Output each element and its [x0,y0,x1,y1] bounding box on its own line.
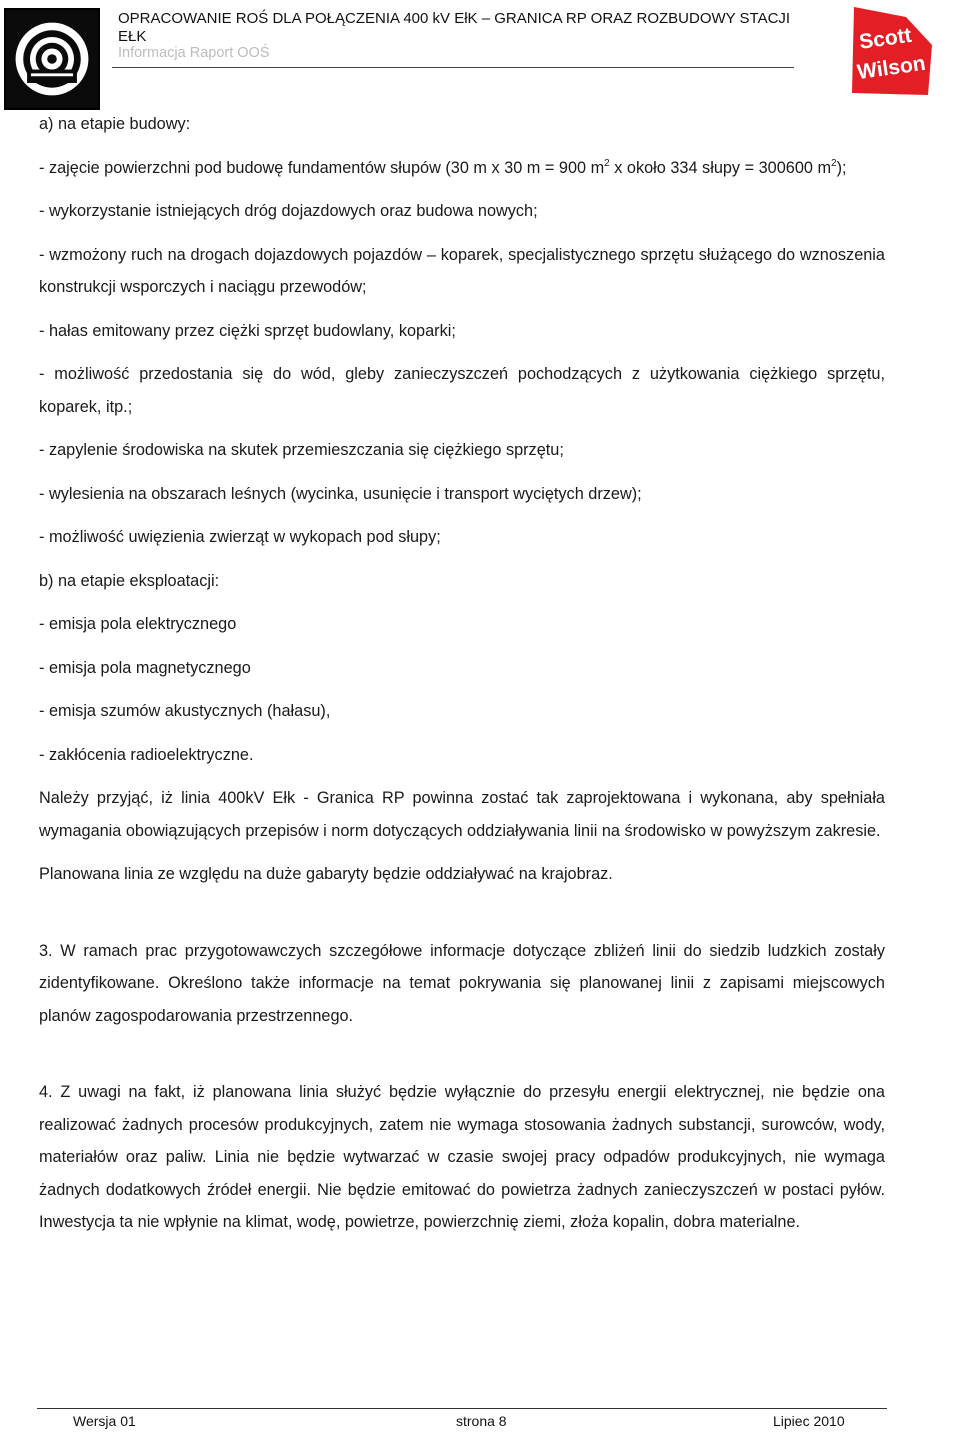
header-title: OPRACOWANIE ROŚ DLA POŁĄCZENIA 400 kV EłK – GRANICA RP ORAZ ROZBUDOWY STACJI EŁK [118,10,791,45]
list-item: - wylesienia na obszarach leśnych (wycinka, usunięcie i transport wyciętych drzew); [39,484,642,503]
list-item: - możliwość uwięzienia zwierząt w wykopach pod słupy; [39,528,441,546]
paragraph: Należy przyjąć, iż linia 400kV Ełk - Granica RP powinna zostać tak zaprojektowana i wykonana, aby spełniała wymagania obowiązujących przepisów i norm dotyczących oddziaływania linii na środowisko w powyższym zakresie. [39,789,885,840]
footer-version: Wersja 01 [73,1413,136,1429]
superscript: 2 [604,157,610,169]
document-body [39,108,885,1239]
list-item: - emisja pola elektrycznego [39,615,237,633]
list-item: - możliwość przedostania się do wód, gleby zanieczyszczeń pochodzących z użytkowania ciężkiego sprzętu, koparek, itp.; [39,365,885,416]
list-item-text: x około 334 słupy = 300600 m [609,158,832,177]
list-item-text: - zajęcie powierzchni pod budowę fundamentów słupów (30 m x 30 m = 900 m [39,158,605,177]
section-a-heading: a) na etapie budowy: [39,115,191,133]
nfos-logo [4,8,100,110]
paragraph-point-3: 3. W ramach prac przygotowawczych szczegółowe informacje dotyczące zbliżeń linii do siedzib ludzkich zostały zidentyfikowane. Określono także informacje na temat pokrywania się planowanej linii z zapisami miejscowych planów zagospodarowania przestrzennego. [39,941,885,1025]
paragraph-point-4: 4. Z uwagi na fakt, iż planowana linia służyć będzie wyłącznie do przesyłu energii elektrycznej, nie będzie ona realizować żadnych procesów produkcyjnych, zatem nie wymaga stosowania żadnych substancji, surowców, wody, materiałów oraz paliw. Linia nie będzie wytwarzać w czasie swojej pracy odpadów produkcyjnych, nie wymaga żadnych dodatkowych źródeł energii. Nie będzie emitować do powietrza żadnych zanieczyszczeń w postaci pyłów. Inwestycja ta nie wpłynie na klimat, wodę, powietrze, powierzchnię ziemi, złoża kopalin, dobra materialne. [39,1083,885,1231]
svg-text:Wilson: Wilson [855,51,927,85]
list-item-text: ); [836,158,847,177]
list-item: - wykorzystanie istniejących dróg dojazdowych oraz budowa nowych; [39,202,538,220]
header-subtitle: Informacja Raport OOŚ [118,45,270,61]
list-item: - wzmożony ruch na drogach dojazdowych pojazdów – koparek, specjalistycznego sprzętu służącego do wznoszenia konstrukcji wsporczych i naciągu przewodów; [39,245,885,296]
list-item: - zakłócenia radioelektryczne. [39,745,254,764]
list-item: - zapylenie środowiska na skutek przemieszczania się ciężkiego sprzętu; [39,441,564,459]
list-item: - emisja szumów akustycznych (hałasu), [39,702,331,720]
list-item: - emisja pola magnetycznego [39,658,251,677]
header-divider [112,67,794,68]
nfos-logo-graphic [6,10,98,108]
superscript: 2 [831,157,837,169]
list-item: - hałas emitowany przez ciężki sprzęt budowlany, koparki; [39,321,456,340]
scott-wilson-logo [848,5,934,97]
paragraph: Planowana linia ze względu na duże gabaryty będzie oddziaływać na krajobraz. [39,865,613,883]
footer-divider [37,1408,887,1409]
section-b-heading: b) na etapie eksploatacji: [39,571,220,590]
scott-wilson-logo-graphic [848,5,934,97]
footer-date: Lipiec 2010 [773,1413,845,1429]
footer-page-number: strona 8 [456,1413,507,1429]
list-item [39,152,885,185]
svg-text:Scott: Scott [857,23,913,54]
